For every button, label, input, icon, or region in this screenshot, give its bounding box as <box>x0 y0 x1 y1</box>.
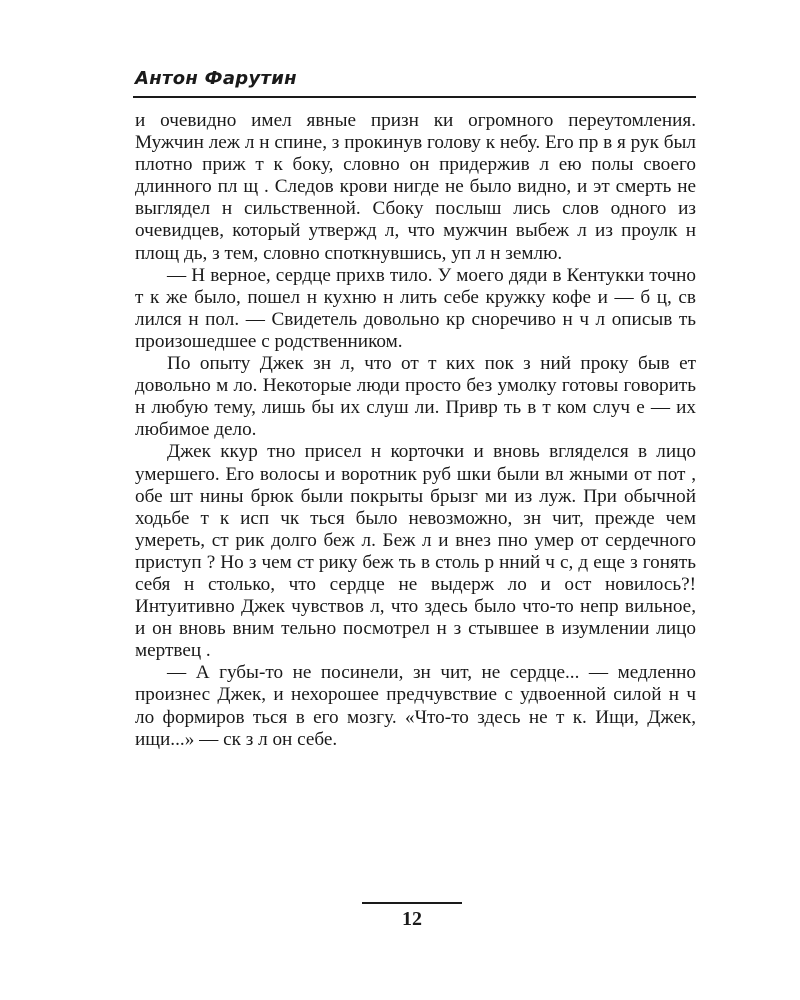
paragraph: и очевидно имел явные призн ки огромного переутомления. Мужчин леж л н спине, з прокинув голову к небу. Его пр в я рук был плотно приж т к боку, словно он придержив л ею полы своего длинного пл щ . Следов крови нигде не было видно, и эт смерть не выглядел н сильственной. Сбоку послыш лись слов одного из очевидцев, который утвержд л, что мужчин выбеж л из проулк н площ дь, з тем, словно споткнувшись, уп л н землю. <box>135 110 696 264</box>
paragraph: — Н верное, сердце прихв тило. У моего дяди в Кентукки точно т к же было, пошел н кухню н лить себе кружку кофе и — б ц, св лился н пол. — Свидетель довольно кр сноречиво н ч л описыв ть произошедшее с родственником. <box>135 264 696 352</box>
paragraph: — А губы-то не посинели, зн чит, не сердце... — медленно произнес Джек, и нехорошее предчувствие с удвоенной силой н ч ло формиров ться в его мозгу. «Что-то здесь не т к. Ищи, Джек, ищи...» — ск з л он себе. <box>135 662 696 750</box>
page-number: 12 <box>402 908 422 930</box>
footer-rule <box>362 902 462 904</box>
header-rule <box>133 96 696 98</box>
paragraph: По опыту Джек зн л, что от т ких пок з ний проку быв ет довольно м ло. Некоторые люди просто без умолку готовы говорить н любую тему, лишь бы их слуш ли. Привр ть в т ком случ е — их любимое дело. <box>135 353 696 441</box>
paragraph: Джек ккур тно присел н корточки и вновь вгляделся в лицо умершего. Его волосы и воротник руб шки были вл жными от пот , обе шт нины брюк были покрыты брызг ми из луж. При обычной ходьбе т к исп чк ться было невозможно, зн чит, прежде чем умереть, ст рик долго беж л. Беж л и внез пно умер от сердечного приступ ? Но з чем ст рику беж ть в столь р нний ч с, д еще з гонять себя н столько, что сердце не выдерж ло и ост новилось?! Интуитивно Джек чувствов л, что здесь было что-то непр вильное, и он вновь вним тельно посмотрел н з стывшее в изумлении лицо мертвец . <box>135 441 696 662</box>
body-text <box>135 110 696 751</box>
running-head-author: Антон Фарутин <box>135 68 297 89</box>
